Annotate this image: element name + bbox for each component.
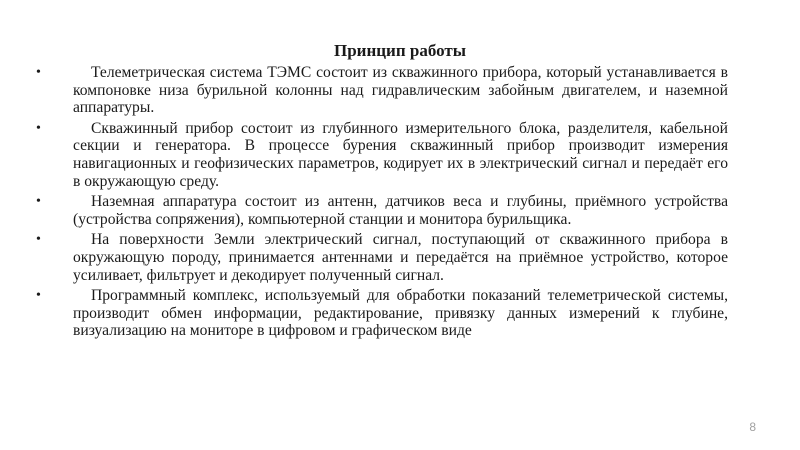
page-number: 8 [749,420,756,434]
bullet-icon: • [36,194,41,210]
bullet-item [36,287,728,340]
bullet-icon: • [36,120,41,136]
bullet-list [36,64,728,343]
slide-title: Принцип работы [333,41,467,60]
bullet-item [36,193,728,228]
bullet-item [36,64,728,117]
bullet-item [36,120,728,190]
bullet-icon: • [36,232,41,248]
bullet-text: Скважинный прибор состоит из глубинного измерительного блока, разделителя, кабельной секции и генератора. В процессе бурения скважинный прибор производит измерения навигационных и геофизических параметров, кодирует их в электрический сигнал и передаёт его в окружающую среду. [73,119,728,190]
bullet-text: Наземная аппаратура состоит из антенн, датчиков веса и глубины, приёмного устройства (устройства сопряжения), компьютерной станции и монитора бурильщика. [73,193,728,228]
bullet-text: На поверхности Земли электрический сигнал, поступающий от скважинного прибора в окружающую породу, принимается антеннами и передаётся на приёмное устройство, которое усиливает, фильтрует и декодирует полученный сигнал. [73,231,728,284]
bullet-icon: • [36,65,41,80]
bullet-item [36,231,728,284]
bullet-text: Программный комплекс, используемый для обработки показаний телеметрической системы, производит обмен информации, редактирование, привязку данных измерений к глубине, визуализацию на мониторе в цифровом и графическом виде [73,287,728,340]
bullet-text: Телеметрическая система ТЭМС состоит из скважинного прибора, который устанавливается в компоновке низа бурильной колонны над гидравлическим забойным двигателем, и наземной аппаратуры. [73,64,728,117]
bullet-icon: • [36,288,41,304]
